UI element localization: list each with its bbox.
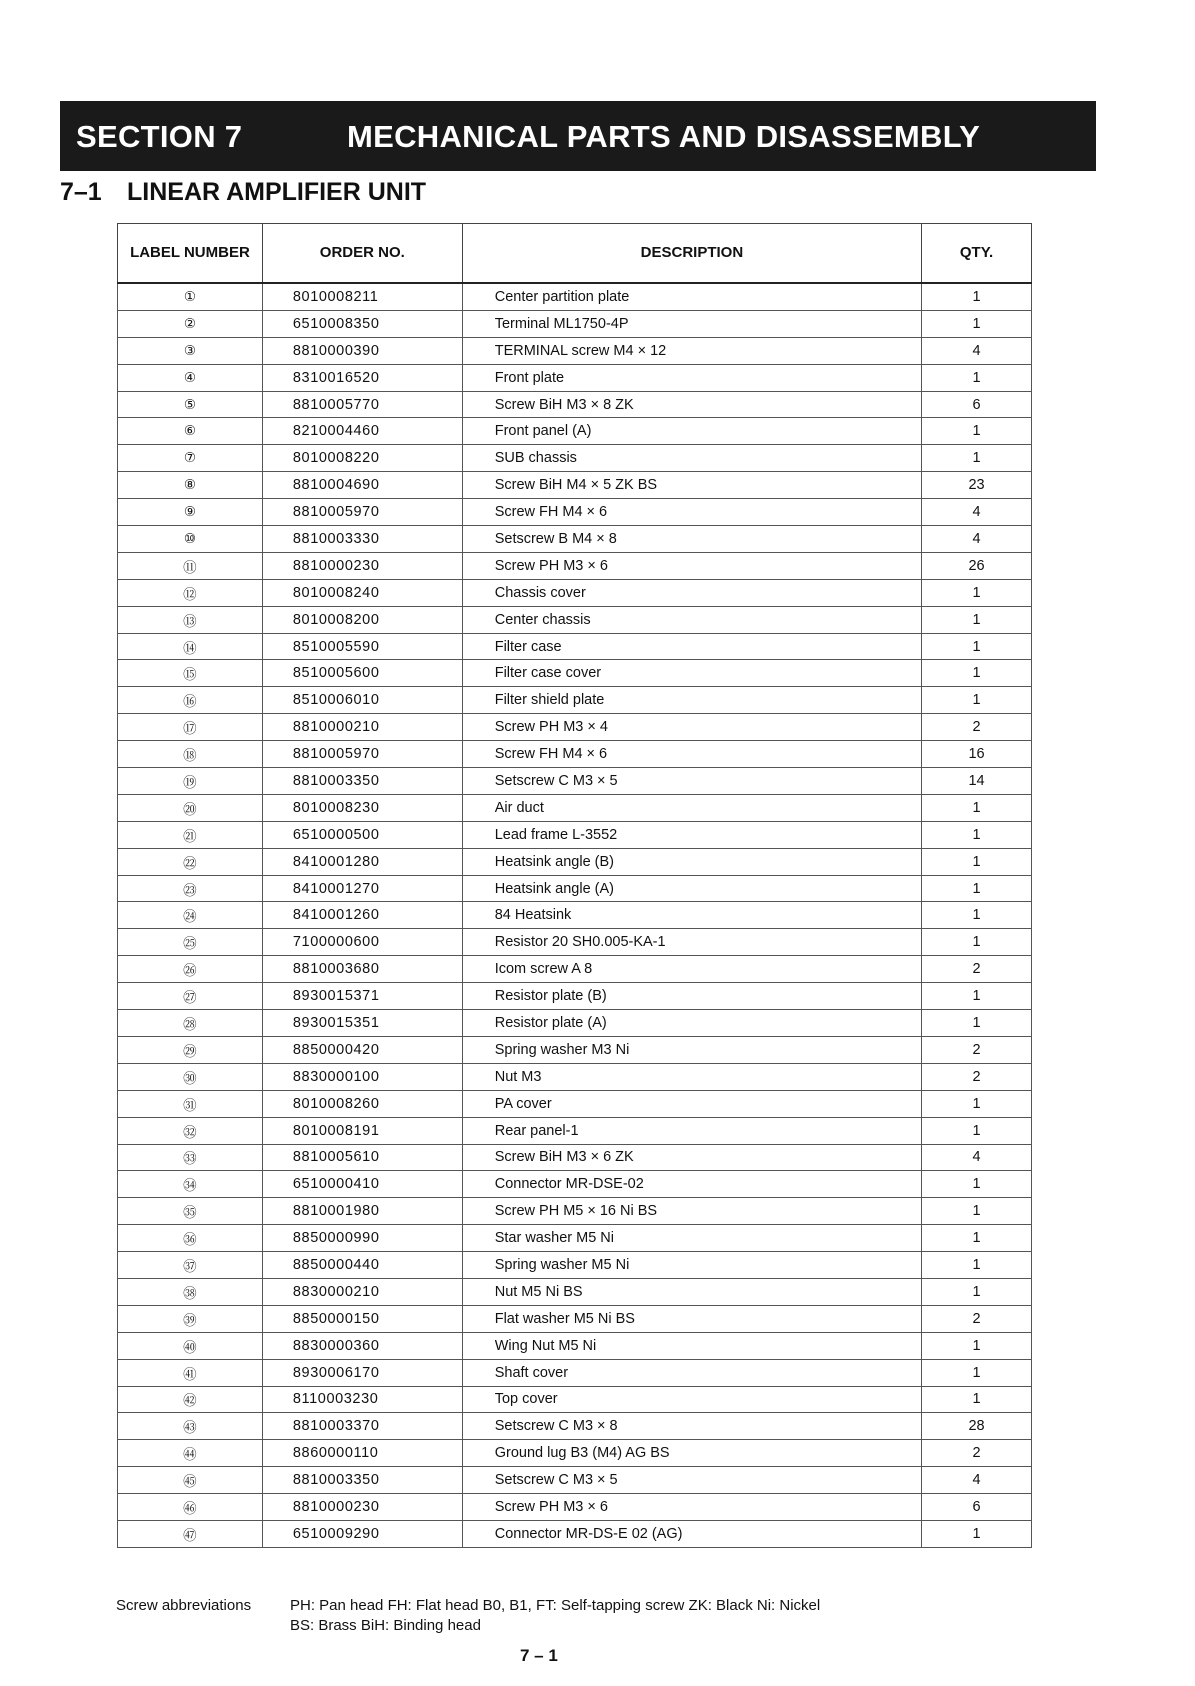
order-number: 8830000210 [262, 1278, 462, 1305]
quantity: 1 [922, 1198, 1032, 1225]
description: Flat washer M5 Ni BS [462, 1305, 921, 1332]
description: Filter case cover [462, 660, 921, 687]
quantity: 4 [922, 526, 1032, 553]
label-number: ㊶ [118, 1359, 263, 1386]
quantity: 2 [922, 714, 1032, 741]
quantity: 1 [922, 848, 1032, 875]
col-header-qty: QTY. [922, 224, 1032, 284]
label-number: ⑤ [118, 391, 263, 418]
order-number: 8810005970 [262, 499, 462, 526]
quantity: 1 [922, 1090, 1032, 1117]
label-number: ㊹ [118, 1440, 263, 1467]
order-number: 8510006010 [262, 687, 462, 714]
order-number: 8510005590 [262, 633, 462, 660]
quantity: 4 [922, 337, 1032, 364]
table-row [118, 1413, 1032, 1440]
quantity: 1 [922, 418, 1032, 445]
description: Filter shield plate [462, 687, 921, 714]
table-row [118, 1494, 1032, 1521]
order-number: 6510008350 [262, 310, 462, 337]
label-number: ㉒ [118, 848, 263, 875]
description: Screw PH M3 × 6 [462, 1494, 921, 1521]
description: Connector MR-DS-E 02 (AG) [462, 1520, 921, 1547]
label-number: ㉓ [118, 875, 263, 902]
table-row [118, 472, 1032, 499]
label-number: ⑮ [118, 660, 263, 687]
description: Terminal ML1750-4P [462, 310, 921, 337]
order-number: 8410001260 [262, 902, 462, 929]
quantity: 26 [922, 552, 1032, 579]
table-row [118, 633, 1032, 660]
order-number: 8010008220 [262, 445, 462, 472]
quantity: 1 [922, 929, 1032, 956]
table-row [118, 768, 1032, 795]
quantity: 2 [922, 1440, 1032, 1467]
order-number: 8010008240 [262, 579, 462, 606]
table-row [118, 1520, 1032, 1547]
table-row [118, 848, 1032, 875]
subsection-title: LINEAR AMPLIFIER UNIT [127, 178, 427, 206]
table-row [118, 337, 1032, 364]
order-number: 8410001270 [262, 875, 462, 902]
description: Air duct [462, 794, 921, 821]
description: Screw BiH M3 × 8 ZK [462, 391, 921, 418]
table-row [118, 1198, 1032, 1225]
table-header-row [118, 224, 1032, 284]
order-number: 8010008260 [262, 1090, 462, 1117]
label-number: ⑬ [118, 606, 263, 633]
quantity: 1 [922, 902, 1032, 929]
description: Shaft cover [462, 1359, 921, 1386]
description: Icom screw A 8 [462, 956, 921, 983]
description: Chassis cover [462, 579, 921, 606]
description: Resistor plate (B) [462, 983, 921, 1010]
order-number: 7100000600 [262, 929, 462, 956]
label-number: ㉘ [118, 1010, 263, 1037]
table-row [118, 1305, 1032, 1332]
label-number: ㊵ [118, 1332, 263, 1359]
quantity: 1 [922, 875, 1032, 902]
label-number: ⑫ [118, 579, 263, 606]
label-number: ⑨ [118, 499, 263, 526]
description: 84 Heatsink [462, 902, 921, 929]
label-number: ㉖ [118, 956, 263, 983]
quantity: 1 [922, 794, 1032, 821]
table-row [118, 929, 1032, 956]
table-row [118, 1440, 1032, 1467]
description: Nut M3 [462, 1063, 921, 1090]
section-title: MECHANICAL PARTS AND DISASSEMBLY [347, 119, 981, 154]
description: Screw BiH M4 × 5 ZK BS [462, 472, 921, 499]
description: Screw PH M3 × 4 [462, 714, 921, 741]
description: Spring washer M5 Ni [462, 1252, 921, 1279]
table-row [118, 552, 1032, 579]
label-number: ㊱ [118, 1225, 263, 1252]
description: Spring washer M3 Ni [462, 1036, 921, 1063]
label-number: ⑭ [118, 633, 263, 660]
table-row [118, 902, 1032, 929]
quantity: 1 [922, 579, 1032, 606]
table-row [118, 1278, 1032, 1305]
quantity: 1 [922, 821, 1032, 848]
order-number: 8010008200 [262, 606, 462, 633]
quantity: 1 [922, 310, 1032, 337]
label-number: ㊳ [118, 1278, 263, 1305]
description: Resistor plate (A) [462, 1010, 921, 1037]
order-number: 8930015351 [262, 1010, 462, 1037]
label-number: ㉛ [118, 1090, 263, 1117]
label-number: ⑳ [118, 794, 263, 821]
label-number: ⑱ [118, 741, 263, 768]
label-number: ㉟ [118, 1198, 263, 1225]
table-row [118, 1036, 1032, 1063]
label-number: ㊼ [118, 1520, 263, 1547]
label-number: ㉜ [118, 1117, 263, 1144]
description: Center chassis [462, 606, 921, 633]
footnote-line-1: PH: Pan head FH: Flat head B0, B1, FT: Self-tapping screw ZK: Black Ni: Nickel [290, 1597, 821, 1614]
table-row [118, 687, 1032, 714]
quantity: 2 [922, 1063, 1032, 1090]
table-row [118, 794, 1032, 821]
order-number: 8810000230 [262, 1494, 462, 1521]
table-row [118, 714, 1032, 741]
description: Resistor 20 SH0.005-KA-1 [462, 929, 921, 956]
description: Front panel (A) [462, 418, 921, 445]
table-row [118, 606, 1032, 633]
quantity: 16 [922, 741, 1032, 768]
order-number: 8930015371 [262, 983, 462, 1010]
order-number: 6510000410 [262, 1171, 462, 1198]
subsection-number: 7–1 [60, 178, 102, 206]
order-number: 8010008230 [262, 794, 462, 821]
section-banner [60, 101, 1096, 171]
description: Screw PH M3 × 6 [462, 552, 921, 579]
quantity: 1 [922, 606, 1032, 633]
col-header-label: LABEL NUMBER [118, 224, 263, 284]
description: Heatsink angle (B) [462, 848, 921, 875]
description: Filter case [462, 633, 921, 660]
description: Top cover [462, 1386, 921, 1413]
table-row [118, 1386, 1032, 1413]
label-number: ㉙ [118, 1036, 263, 1063]
quantity: 1 [922, 1010, 1032, 1037]
order-number: 8410001280 [262, 848, 462, 875]
table-row [118, 499, 1032, 526]
label-number: ② [118, 310, 263, 337]
order-number: 8850000150 [262, 1305, 462, 1332]
quantity: 23 [922, 472, 1032, 499]
order-number: 8810003680 [262, 956, 462, 983]
order-number: 8830000360 [262, 1332, 462, 1359]
table-row [118, 1117, 1032, 1144]
label-number: ⑰ [118, 714, 263, 741]
label-number: ㉞ [118, 1171, 263, 1198]
description: Setscrew C M3 × 5 [462, 768, 921, 795]
description: Setscrew C M3 × 8 [462, 1413, 921, 1440]
description: Setscrew B M4 × 8 [462, 526, 921, 553]
quantity: 6 [922, 1494, 1032, 1521]
quantity: 1 [922, 1252, 1032, 1279]
order-number: 8510005600 [262, 660, 462, 687]
quantity: 1 [922, 1386, 1032, 1413]
footnote-line-2: BS: Brass BiH: Binding head [290, 1617, 481, 1634]
page-number: 7 – 1 [520, 1646, 558, 1665]
quantity: 4 [922, 499, 1032, 526]
quantity: 1 [922, 364, 1032, 391]
label-number: ㉚ [118, 1063, 263, 1090]
subsection-heading [60, 178, 426, 207]
description: Star washer M5 Ni [462, 1225, 921, 1252]
label-number: ㊴ [118, 1305, 263, 1332]
order-number: 8810005970 [262, 741, 462, 768]
quantity: 1 [922, 283, 1032, 310]
quantity: 6 [922, 391, 1032, 418]
label-number: ㊻ [118, 1494, 263, 1521]
table-row [118, 1332, 1032, 1359]
order-number: 8810004690 [262, 472, 462, 499]
description: Center partition plate [462, 283, 921, 310]
order-number: 8850000440 [262, 1252, 462, 1279]
description: Lead frame L-3552 [462, 821, 921, 848]
table-row [118, 956, 1032, 983]
order-number: 8810003350 [262, 768, 462, 795]
description: Screw FH M4 × 6 [462, 741, 921, 768]
order-number: 8810005610 [262, 1144, 462, 1171]
quantity: 4 [922, 1144, 1032, 1171]
table-row [118, 283, 1032, 310]
label-number: ⑯ [118, 687, 263, 714]
description: SUB chassis [462, 445, 921, 472]
label-number: ㉗ [118, 983, 263, 1010]
order-number: 8830000100 [262, 1063, 462, 1090]
label-number: ⑧ [118, 472, 263, 499]
label-number: ㊸ [118, 1413, 263, 1440]
quantity: 1 [922, 633, 1032, 660]
quantity: 1 [922, 1225, 1032, 1252]
order-number: 8810000210 [262, 714, 462, 741]
description: Screw PH M5 × 16 Ni BS [462, 1198, 921, 1225]
table-row [118, 445, 1032, 472]
quantity: 1 [922, 687, 1032, 714]
table-row [118, 1252, 1032, 1279]
table-row [118, 526, 1032, 553]
quantity: 1 [922, 1520, 1032, 1547]
quantity: 2 [922, 1036, 1032, 1063]
label-number: ① [118, 283, 263, 310]
quantity: 2 [922, 1305, 1032, 1332]
order-number: 8810005770 [262, 391, 462, 418]
quantity: 1 [922, 983, 1032, 1010]
table-row [118, 1225, 1032, 1252]
quantity: 14 [922, 768, 1032, 795]
description: Setscrew C M3 × 5 [462, 1467, 921, 1494]
table-row [118, 741, 1032, 768]
quantity: 4 [922, 1467, 1032, 1494]
label-number: ⑪ [118, 552, 263, 579]
order-number: 8860000110 [262, 1440, 462, 1467]
quantity: 1 [922, 660, 1032, 687]
label-number: ㉝ [118, 1144, 263, 1171]
section-number: SECTION 7 [76, 119, 243, 154]
table-row [118, 1144, 1032, 1171]
order-number: 8850000420 [262, 1036, 462, 1063]
table-row [118, 579, 1032, 606]
description: Front plate [462, 364, 921, 391]
description: Nut M5 Ni BS [462, 1278, 921, 1305]
label-number: ㉑ [118, 821, 263, 848]
order-number: 8310016520 [262, 364, 462, 391]
order-number: 8010008191 [262, 1117, 462, 1144]
quantity: 2 [922, 956, 1032, 983]
table-row [118, 821, 1032, 848]
quantity: 1 [922, 445, 1032, 472]
parts-table [117, 223, 1032, 1548]
label-number: ㉔ [118, 902, 263, 929]
description: Wing Nut M5 Ni [462, 1332, 921, 1359]
label-number: ⑩ [118, 526, 263, 553]
table-row [118, 364, 1032, 391]
table-row [118, 310, 1032, 337]
description: TERMINAL screw M4 × 12 [462, 337, 921, 364]
order-number: 8810003330 [262, 526, 462, 553]
table-row [118, 391, 1032, 418]
description: Heatsink angle (A) [462, 875, 921, 902]
label-number: ㊲ [118, 1252, 263, 1279]
order-number: 8110003230 [262, 1386, 462, 1413]
order-number: 8810001980 [262, 1198, 462, 1225]
order-number: 6510000500 [262, 821, 462, 848]
description: Screw BiH M3 × 6 ZK [462, 1144, 921, 1171]
col-header-description: DESCRIPTION [462, 224, 921, 284]
table-row [118, 1090, 1032, 1117]
label-number: ⑲ [118, 768, 263, 795]
quantity: 1 [922, 1171, 1032, 1198]
label-number: ④ [118, 364, 263, 391]
order-number: 8210004460 [262, 418, 462, 445]
table-row [118, 1467, 1032, 1494]
footnote-label: Screw abbreviations [116, 1597, 252, 1614]
order-number: 8810003350 [262, 1467, 462, 1494]
table-row [118, 660, 1032, 687]
quantity: 1 [922, 1332, 1032, 1359]
quantity: 1 [922, 1278, 1032, 1305]
order-number: 8810003370 [262, 1413, 462, 1440]
order-number: 8810000390 [262, 337, 462, 364]
quantity: 28 [922, 1413, 1032, 1440]
table-row [118, 1063, 1032, 1090]
table-row [118, 1359, 1032, 1386]
table-row [118, 1171, 1032, 1198]
table-row [118, 983, 1032, 1010]
quantity: 1 [922, 1117, 1032, 1144]
col-header-order: ORDER NO. [262, 224, 462, 284]
label-number: ㉕ [118, 929, 263, 956]
label-number: ㊺ [118, 1467, 263, 1494]
label-number: ⑦ [118, 445, 263, 472]
description: Ground lug B3 (M4) AG BS [462, 1440, 921, 1467]
table-row [118, 875, 1032, 902]
order-number: 8930006170 [262, 1359, 462, 1386]
description: Connector MR-DSE-02 [462, 1171, 921, 1198]
label-number: ③ [118, 337, 263, 364]
order-number: 8850000990 [262, 1225, 462, 1252]
order-number: 8810000230 [262, 552, 462, 579]
label-number: ㊷ [118, 1386, 263, 1413]
label-number: ⑥ [118, 418, 263, 445]
description: Screw FH M4 × 6 [462, 499, 921, 526]
table-row [118, 1010, 1032, 1037]
description: PA cover [462, 1090, 921, 1117]
order-number: 8010008211 [262, 283, 462, 310]
description: Rear panel-1 [462, 1117, 921, 1144]
order-number: 6510009290 [262, 1520, 462, 1547]
table-row [118, 418, 1032, 445]
quantity: 1 [922, 1359, 1032, 1386]
